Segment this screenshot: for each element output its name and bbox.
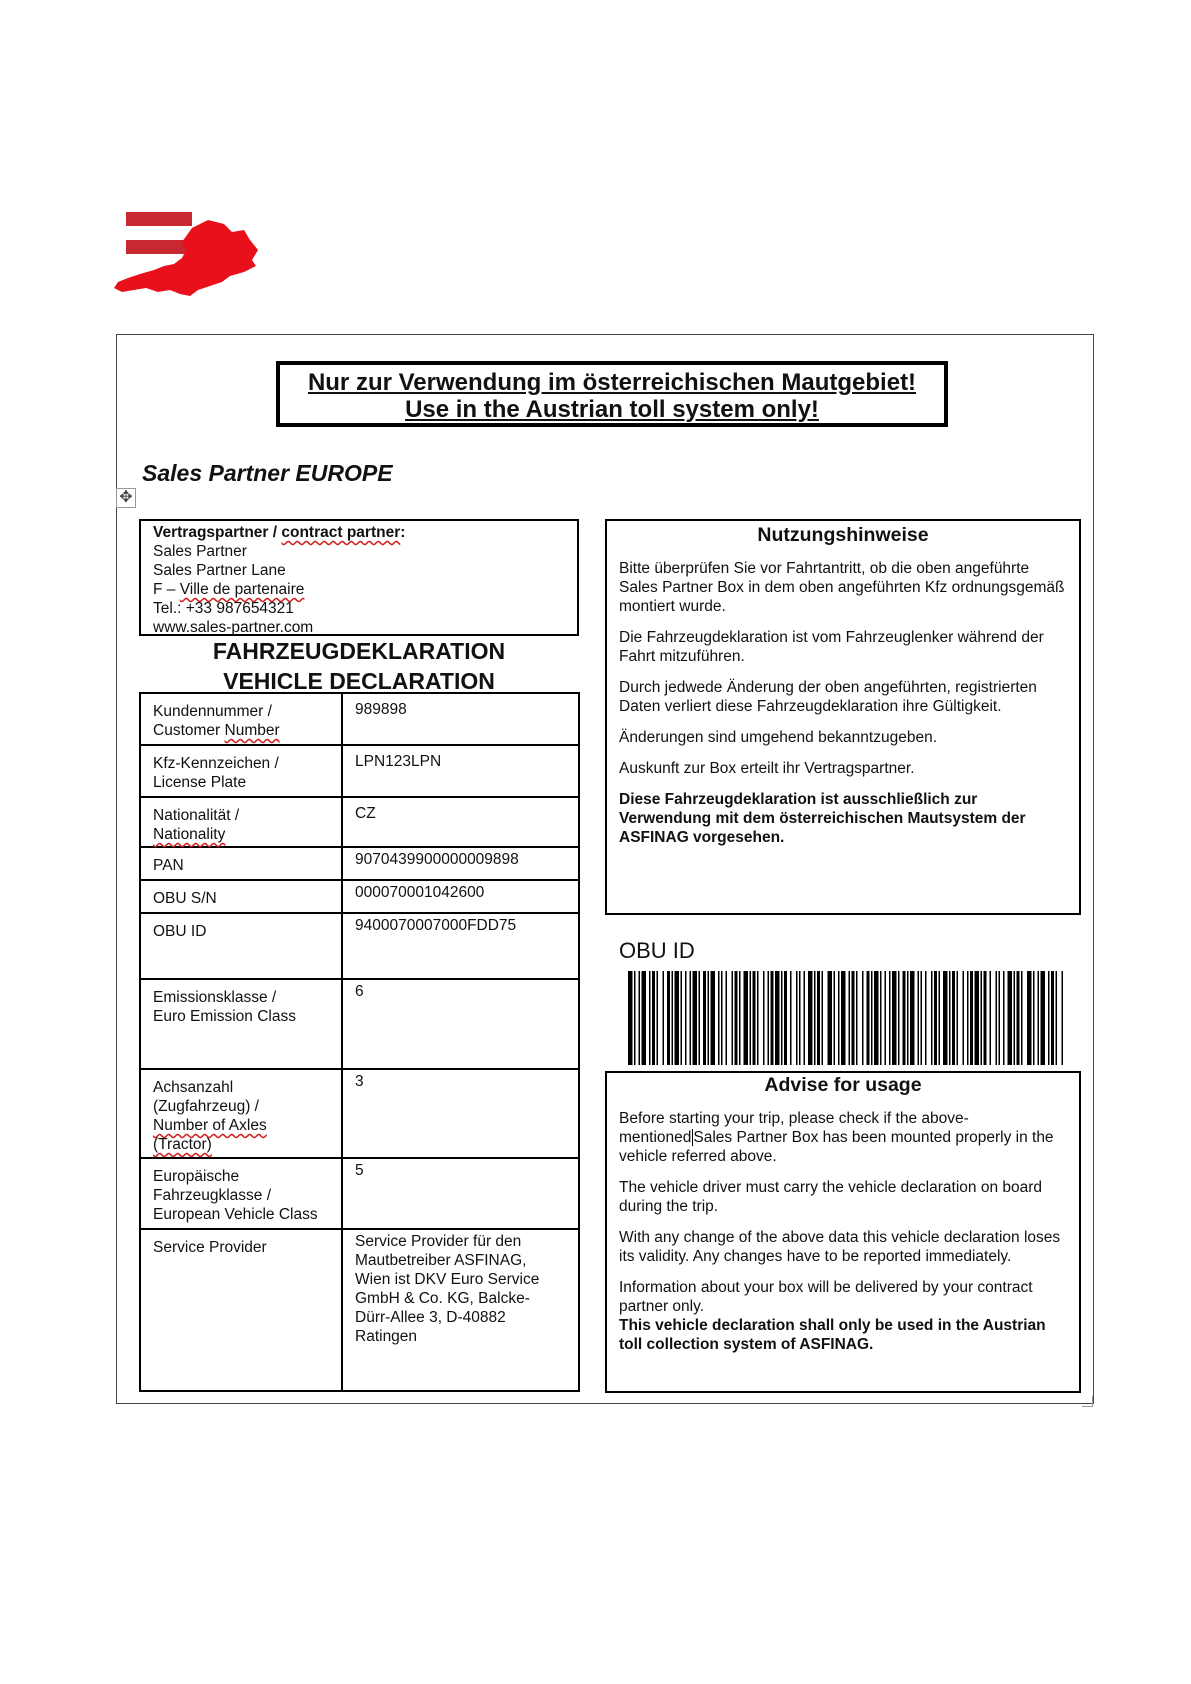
axles-value: 3	[342, 1069, 579, 1158]
usage-notes-en-box	[605, 1071, 1081, 1393]
barcode-bar	[999, 971, 1001, 1065]
barcode-bar	[963, 971, 965, 1065]
barcode-bar	[1062, 971, 1064, 1065]
barcode-bar	[652, 971, 655, 1065]
table-row	[140, 847, 579, 880]
barcode-bar	[862, 971, 864, 1065]
barcode-bar	[880, 971, 882, 1065]
barcode-bar	[799, 971, 801, 1065]
barcode-bar	[841, 971, 846, 1065]
row-label: OBU S/N	[140, 880, 342, 913]
barcode-bar	[952, 971, 955, 1065]
barcode-bar	[871, 971, 873, 1065]
barcode-bar	[1017, 971, 1020, 1065]
sales-partner-title: Sales Partner EUROPE	[142, 460, 393, 486]
obu-sn-value: 000070001042600	[342, 880, 579, 913]
barcode-bar	[981, 971, 983, 1065]
barcode-bar	[817, 971, 820, 1065]
barcode-bar	[849, 971, 851, 1065]
barcode-bar	[675, 971, 680, 1065]
barcode-bar	[685, 971, 687, 1065]
usage-note: Änderungen sind umgehend bekanntzugeben.	[619, 729, 938, 746]
usage-note: Durch jedwede Änderung der oben angeführten, registrierten Daten verliert diese Fahrzeugdeklaration ihre Gültigkeit.	[619, 679, 1037, 715]
barcode-bar	[838, 971, 840, 1065]
barcode-bar	[657, 971, 659, 1065]
barcode-bar	[739, 971, 741, 1065]
usage-note-bold: Diese Fahrzeugdeklaration ist ausschließlich zur Verwendung mit dem österreichischen Mautsystem der ASFINAG vorgesehen.	[619, 791, 1026, 846]
usage-note: Bitte überprüfen Sie vor Fahrtantritt, ob die oben angeführte Sales Partner Box in dem oben angeführten Kfz ordnungsgemäß montiert wurde.	[619, 560, 1065, 615]
table-row	[140, 880, 579, 913]
barcode-bar	[867, 971, 870, 1065]
row-label: Europäische Fahrzeugklasse / European Vehicle Class	[140, 1158, 342, 1229]
obu-id-value: 9400070007000FDD75	[342, 913, 579, 979]
table-row	[140, 1069, 579, 1158]
contract-partner-box	[139, 519, 579, 636]
contract-phone: Tel.: +33 987654321	[153, 600, 294, 617]
barcode-bar	[943, 971, 948, 1065]
row-label: Emissionsklasse / Euro Emission Class	[140, 979, 342, 1069]
table-row	[140, 1158, 579, 1229]
barcode-bar	[1003, 971, 1005, 1065]
barcode-bar	[771, 971, 774, 1065]
barcode-bar	[781, 971, 783, 1065]
contract-line: Sales Partner	[153, 543, 247, 560]
barcode-bar	[708, 971, 710, 1065]
barcode-bar	[834, 971, 836, 1065]
toll-notice-banner	[276, 361, 948, 427]
barcode-bar	[970, 971, 973, 1065]
table-move-icon[interactable]: ✥	[116, 488, 136, 508]
usage-notes-de-box	[605, 519, 1081, 915]
barcode-bar	[667, 971, 670, 1065]
barcode-bar	[649, 971, 651, 1065]
contract-line: Sales Partner Lane	[153, 562, 286, 579]
barcode-bar	[690, 971, 692, 1065]
austria-logo	[112, 210, 264, 310]
barcode-bar	[892, 971, 897, 1065]
barcode-bar	[1027, 971, 1032, 1065]
barcode-bar	[967, 971, 969, 1065]
row-label: Nationalität / Nationality	[140, 797, 342, 847]
contract-website: www.sales-partner.com	[153, 619, 314, 636]
barcode-bar	[889, 971, 891, 1065]
barcode-bar	[634, 971, 636, 1065]
barcode-bar	[949, 971, 951, 1065]
barcode-bar	[903, 971, 906, 1065]
barcode-bar	[775, 971, 780, 1065]
barcode-bar	[996, 971, 998, 1065]
barcode-bar	[718, 971, 720, 1065]
barcode-bar	[744, 971, 749, 1065]
table-row	[140, 979, 579, 1069]
service-provider-value: Service Provider für den Mautbetreiber ASFINAG, Wien ist DKV Euro Service GmbH & Co. KG, Balcke- Dürr-Allee 3, D-40882 Ratingen	[342, 1229, 579, 1391]
barcode-bar	[808, 971, 813, 1065]
barcode-bar	[642, 971, 647, 1065]
barcode-bar	[918, 971, 920, 1065]
barcode-bar	[732, 971, 734, 1065]
barcode-bar	[784, 971, 787, 1065]
barcode-bar	[934, 971, 937, 1065]
barcode-bar	[907, 971, 909, 1065]
table-row	[140, 745, 579, 797]
usage-note-bold: This vehicle declaration shall only be used in the Austrian toll collection system of ASFINAG.	[619, 1317, 1046, 1353]
table-row	[140, 693, 579, 745]
barcode-bar	[693, 971, 698, 1065]
contract-heading: Vertragspartner / contract partner:	[153, 524, 406, 541]
row-label: OBU ID	[140, 913, 342, 979]
barcode-bar	[921, 971, 923, 1065]
barcode-bar	[796, 971, 798, 1065]
logo-stripe-top	[126, 212, 192, 226]
barcode-bar	[814, 971, 816, 1065]
barcode-bar	[856, 971, 858, 1065]
barcode-bar	[975, 971, 980, 1065]
barcode-bar	[910, 971, 915, 1065]
barcode-bar	[763, 971, 765, 1065]
barcode-bar	[1041, 971, 1046, 1065]
barcode-bar	[925, 971, 927, 1065]
banner-line-en: Use in the Austrian toll system only!	[405, 396, 819, 423]
declaration-title: FAHRZEUGDEKLARATION VEHICLE DECLARATION	[212, 638, 506, 694]
emission-class-value: 6	[342, 979, 579, 1069]
barcode-bar	[750, 971, 752, 1065]
barcode-bar	[990, 971, 992, 1065]
barcode-bar	[726, 971, 728, 1065]
usage-note: Information about your box will be delivered by your contract partner only.	[619, 1279, 1033, 1315]
barcode-bar	[822, 971, 824, 1065]
barcode-bar	[852, 971, 855, 1065]
table-row	[140, 913, 579, 979]
barcode-bar	[721, 971, 723, 1065]
usage-note: Die Fahrzeugdeklaration ist vom Fahrzeuglenker während der Fahrt mitzuführen.	[619, 629, 1044, 665]
barcode-bar	[699, 971, 701, 1065]
table-row	[140, 797, 579, 847]
barcode-bar	[768, 971, 770, 1065]
nationality-value: CZ	[342, 797, 579, 847]
barcode-bar	[663, 971, 665, 1065]
barcode-bar	[828, 971, 833, 1065]
barcode-bar	[804, 971, 806, 1065]
barcode-bar	[753, 971, 756, 1065]
obu-id-barcode	[628, 971, 1063, 1065]
barcode-bar	[1033, 971, 1035, 1065]
barcode-bar	[681, 971, 683, 1065]
usage-note: The vehicle driver must carry the vehicle declaration on board during the trip.	[619, 1179, 1043, 1215]
row-label: PAN	[140, 847, 342, 880]
usage-notes-en-title: Advise for usage	[764, 1074, 922, 1096]
vehicle-declaration-table	[139, 692, 580, 1392]
row-label: Kundennummer / Customer Number	[140, 693, 342, 745]
table-row	[140, 1229, 579, 1391]
barcode-bar	[984, 971, 987, 1065]
contract-line: F – Ville de partenaire	[153, 581, 305, 598]
pan-value: 9070439900000009898	[342, 847, 579, 880]
customer-number-value: 989898	[342, 693, 579, 745]
usage-note: Before starting your trip, please check if the above-mentioned Sales Partner Box has been mounted properly in the vehicle referred above.	[619, 1110, 1054, 1165]
barcode-bar	[790, 971, 792, 1065]
barcode-bar	[628, 971, 633, 1065]
austria-map-shape	[114, 220, 258, 296]
barcode-bar	[1008, 971, 1013, 1065]
row-label: Kfz-Kennzeichen / License Plate	[140, 745, 342, 797]
barcode-bar	[939, 971, 941, 1065]
barcode-bar	[1051, 971, 1054, 1065]
banner-line-de: Nur zur Verwendung im österreichischen Mautgebiet!	[307, 369, 917, 396]
barcode-bar	[1056, 971, 1058, 1065]
barcode-bar	[1038, 971, 1040, 1065]
barcode-bar	[898, 971, 900, 1065]
barcode-bar	[711, 971, 716, 1065]
usage-note: With any change of the above data this vehicle declaration loses its validity. Any changes have to be reported immediately.	[619, 1229, 1061, 1265]
row-label: Achsanzahl (Zugfahrzeug) / Number of Axles (Tractor)	[140, 1069, 342, 1158]
barcode-bar	[672, 971, 674, 1065]
barcode-bar	[874, 971, 879, 1065]
license-plate-value: LPN123LPN	[342, 745, 579, 797]
obu-barcode-label: OBU ID	[619, 938, 695, 963]
barcode-bar	[703, 971, 706, 1065]
barcode-bar	[639, 971, 641, 1065]
barcode-bar	[1021, 971, 1023, 1065]
barcode-bar	[735, 971, 738, 1065]
barcode-bar	[757, 971, 759, 1065]
barcode-bar	[1014, 971, 1016, 1065]
usage-note: Auskunft zur Box erteilt ihr Vertragspartner.	[619, 760, 915, 777]
barcode-bar	[957, 971, 959, 1065]
barcode-bar	[931, 971, 933, 1065]
barcode-bar	[1048, 971, 1050, 1065]
usage-notes-de-title: Nutzungshinweise	[757, 524, 929, 546]
barcode-bar	[885, 971, 887, 1065]
row-label: Service Provider	[140, 1229, 342, 1391]
vehicle-class-value: 5	[342, 1158, 579, 1229]
frame-resize-handle[interactable]	[1082, 1396, 1093, 1407]
